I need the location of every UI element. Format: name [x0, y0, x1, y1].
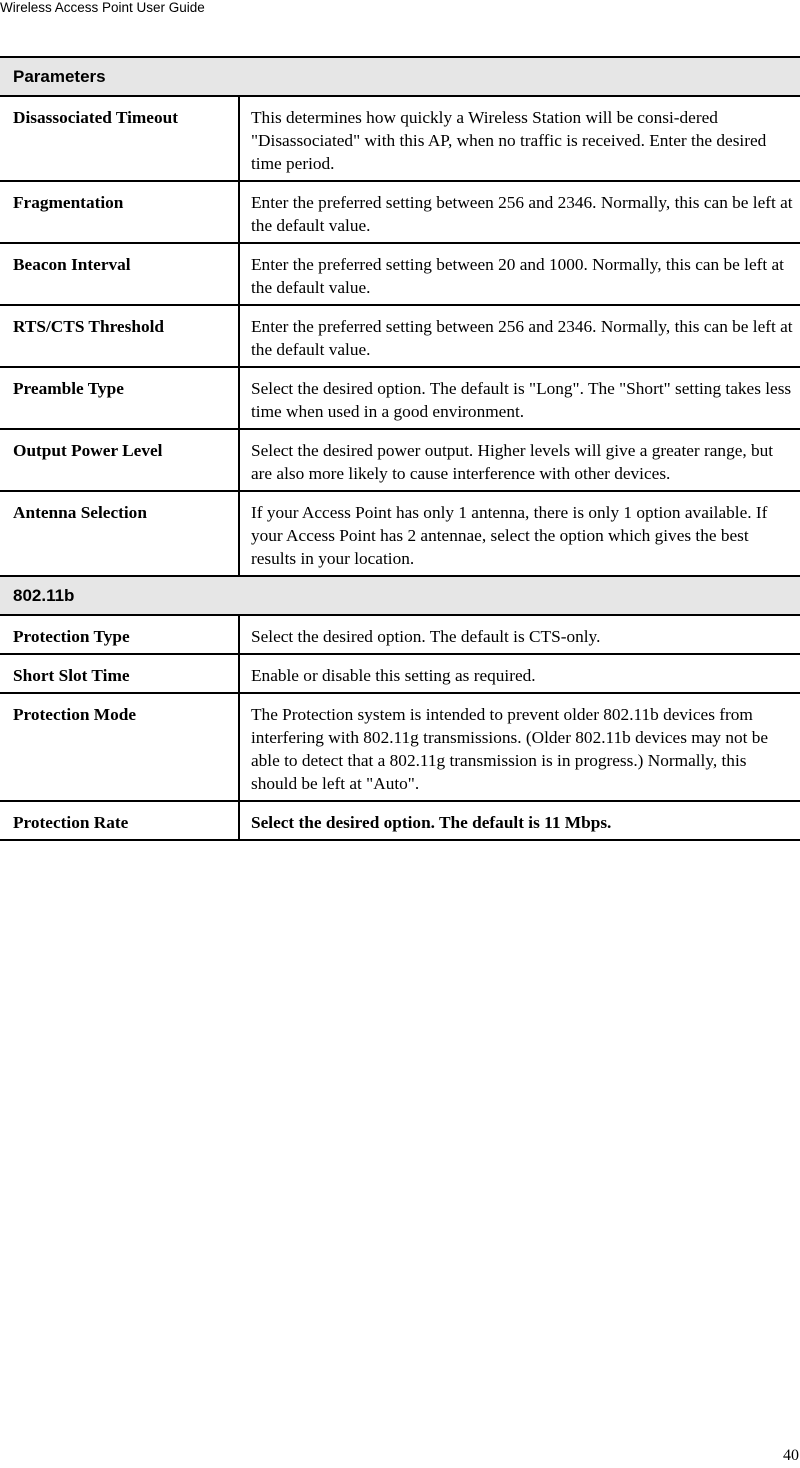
- table-row: [0, 367, 800, 429]
- parameter-description: Select the desired option. The default is CTS-only.: [239, 615, 800, 654]
- parameter-description: The Protection system is intended to prevent older 802.11b devices from interfering with 802.11g transmissions. (Older 802.11b devices may not be able to detect that a 802.11g transmission is in progress.) Normally, this should be left at "Auto".: [239, 693, 800, 801]
- parameter-name: Protection Rate: [0, 801, 239, 840]
- parameter-description: Enter the preferred setting between 256 and 2346. Normally, this can be left at the default value.: [239, 181, 800, 243]
- parameter-name: Preamble Type: [0, 367, 239, 429]
- table-row: [0, 96, 800, 181]
- parameter-name: Disassociated Timeout: [0, 96, 239, 181]
- table-row: [0, 491, 800, 576]
- parameter-description: This determines how quickly a Wireless Station will be consi-dered "Disassociated" with this AP, when no traffic is received. Enter the desired time period.: [239, 96, 800, 181]
- parameter-description: Select the desired power output. Higher levels will give a greater range, but are also more likely to cause interference with other devices.: [239, 429, 800, 491]
- parameter-description: Enter the preferred setting between 20 and 1000. Normally, this can be left at the default value.: [239, 243, 800, 305]
- section-header-row: [0, 576, 800, 615]
- parameters-table: [0, 56, 800, 841]
- parameter-name: Short Slot Time: [0, 654, 239, 693]
- table-row: [0, 181, 800, 243]
- parameters-table-body: [0, 57, 800, 840]
- parameter-name: Output Power Level: [0, 429, 239, 491]
- table-row: [0, 243, 800, 305]
- section-title: 802.11b: [0, 576, 800, 615]
- parameter-name: Protection Mode: [0, 693, 239, 801]
- table-row: [0, 305, 800, 367]
- parameter-name: Protection Type: [0, 615, 239, 654]
- parameter-description: Enter the preferred setting between 256 and 2346. Normally, this can be left at the default value.: [239, 305, 800, 367]
- parameter-description: Enable or disable this setting as required.: [239, 654, 800, 693]
- parameter-description: Select the desired option. The default is 11 Mbps.: [239, 801, 800, 840]
- parameter-name: Beacon Interval: [0, 243, 239, 305]
- parameter-description: If your Access Point has only 1 antenna, there is only 1 option available. If your Access Point has 2 antennae, select the option which gives the best results in your location.: [239, 491, 800, 576]
- table-row: [0, 801, 800, 840]
- section-header-row: [0, 57, 800, 96]
- table-row: [0, 654, 800, 693]
- table-row: [0, 429, 800, 491]
- parameter-name: Fragmentation: [0, 181, 239, 243]
- table-row: [0, 615, 800, 654]
- parameter-name: Antenna Selection: [0, 491, 239, 576]
- table-row: [0, 693, 800, 801]
- page-number: 40: [783, 1447, 799, 1464]
- parameter-description: Select the desired option. The default is "Long". The "Short" setting takes less time when used in a good environment.: [239, 367, 800, 429]
- section-title: Parameters: [0, 57, 800, 96]
- page-header: Wireless Access Point User Guide: [0, 0, 205, 15]
- parameter-name: RTS/CTS Threshold: [0, 305, 239, 367]
